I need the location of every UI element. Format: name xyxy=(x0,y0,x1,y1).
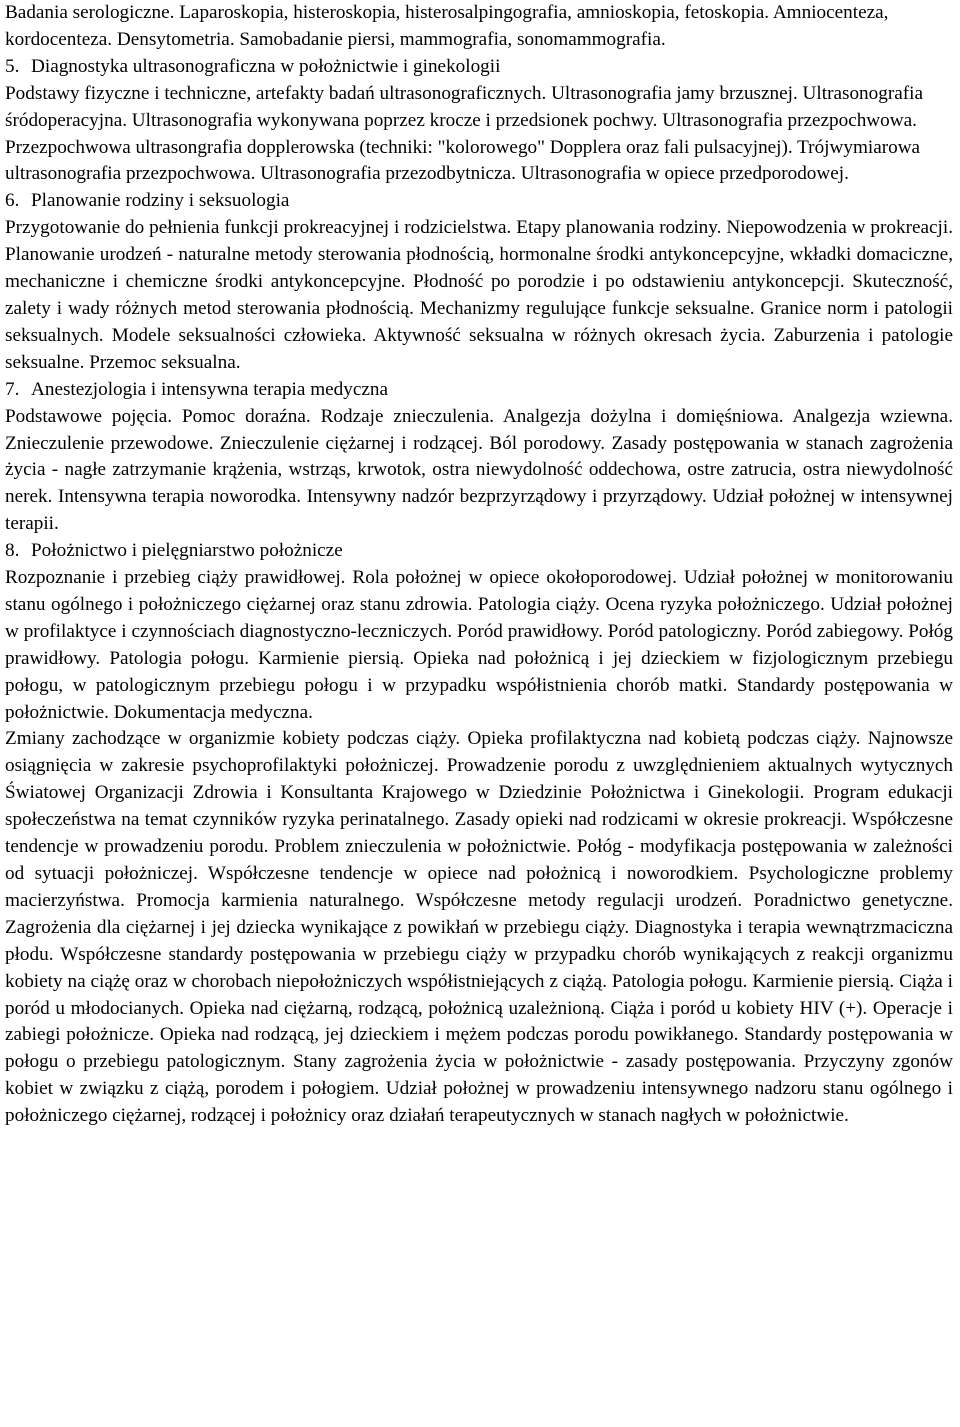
section-paragraph: Podstawowe pojęcia. Pomoc doraźna. Rodzaje znieczulenia. Analgezja dożylna i domięśniowa. Analgezja wziewna. Znieczulenie przewodowe. Znieczulenie ciężarnej i rodzącej. Ból porodowy. Zasady postępowania w stanach zagrożenia życia - nagłe zatrzymanie krążenia, wstrząs, krwotok, ostra niewydolność oddechowa, ostre zatrucia, ostra niewydolność nerek. Intensywna terapia noworodka. Intensywny nadzór bezprzyrządowy i przyrządowy. Udział położnej w intensywnej terapii. xyxy=(5,405,953,535)
section-heading xyxy=(5,377,953,404)
section-paragraph: Przygotowanie do pełnienia funkcji prokreacyjnej i rodzicielstwa. Etapy planowania rodziny. Niepowodzenia w prokreacji. Planowanie urodzeń - naturalne metody sterowania płodnością, hormonalne środki antykoncepcyjne, wkładki domaciczne, mechaniczne i chemiczne środki antykoncepcyjne. Płodność po porodzie i po odstawieniu antykoncepcji. Skuteczność, zalety i wady różnych metod sterowania płodnością. Mechanizmy regulujące funkcje seksualne. Granice norm i patologii seksualnych. Modele seksualności człowieka. Aktywność seksualna w różnych okresach życia. Zaburzenia i patologie seksualne. Przemoc seksualna. xyxy=(5,217,953,373)
section-number: 5. xyxy=(5,55,20,77)
section-title: Położnictwo i pielęgniarstwo położnicze xyxy=(31,540,343,562)
section-number: 7. xyxy=(5,378,20,400)
section-6 xyxy=(5,188,953,376)
section-8 xyxy=(5,538,953,1130)
document-page xyxy=(5,0,953,1130)
section-title: Planowanie rodziny i seksuologia xyxy=(31,190,290,212)
section-title: Anestezjologia i intensywna terapia medyczna xyxy=(31,378,388,400)
section-title: Diagnostyka ultrasonograficzna w położnictwie i ginekologii xyxy=(31,55,501,77)
section-heading xyxy=(5,54,953,81)
section-paragraph: Podstawy fizyczne i techniczne, artefakty badań ultrasonograficznych. Ultrasonografia jamy brzusznej. Ultrasonografia śródoperacyjna. Ultrasonografia wykonywana poprzez krocze i przedsionek pochwy. Ultrasonografia przezpochwowa. Przezpochwowa ultrasongrafia dopplerowska (techniki: "kolorowego" Dopplera oraz fali pulsacyjnej). Trójwymiarowa ultrasonografia przezpochwowa. Ultrasonografia przezodbytnicza. Ultrasonografia w opiece przedporodowej. xyxy=(5,82,923,185)
section-paragraph: Zmiany zachodzące w organizmie kobiety podczas ciąży. Opieka profilaktyczna nad kobietą podczas ciąży. Najnowsze osiągnięcia w zakresie psychoprofilaktyki położniczej. Prowadzenie porodu z uwzględnieniem aktualnych wytycznych Światowej Organizacji Zdrowia i Konsultanta Krajowego w Dziedzinie Położnictwa i Ginekologii. Program edukacji społeczeństwa na temat czynników ryzyka perinatalnego. Zasady opieki nad rodzicami w okresie prokreacji. Współczesne tendencje w prowadzeniu porodu. Problem znieczulenia w położnictwie. Połóg - modyfikacja postępowania w zależności od sytuacji położniczej. Współczesne tendencje w opiece nad położnicą i noworodkiem. Psychologiczne problemy macierzyństwa. Promocja karmienia naturalnego. Współczesne metody regulacji urodzeń. Poradnictwo genetyczne. Zagrożenia dla ciężarnej i jej dziecka wynikające z powikłań w przebiegu ciąży. Diagnostyka i terapia wewnątrzmaciczna płodu. Współczesne standardy postępowania w przebiegu ciąży w przypadku chorób wynikających z reakcji organizmu kobiety na ciążę oraz w chorobach niepołożniczych współistniejących z ciążą. Patologia połogu. Karmienie piersią. Ciąża i poród u młodocianych. Opieka nad ciężarną, rodzącą, położnicą uzależnioną. Ciąża i poród u kobiety HIV (+). Operacje i zabiegi położnicze. Opieka nad rodzącą, jej dzieckiem i mężem podczas porodu powikłanego. Standardy postępowania w połogu o przebiegu patologicznym. Stany zagrożenia życia w położnictwie - zasady postępowania. Przyczyny zgonów kobiet w związku z ciążą, porodem i połogiem. Udział położnej w prowadzeniu intensywnego nadzoru stanu ogólnego i położniczego ciężarnej, rodzącej i położnicy oraz działań terapeutycznych w stanach nagłych w położnictwie. xyxy=(5,728,953,1127)
section-7 xyxy=(5,377,953,538)
section-paragraph: Rozpoznanie i przebieg ciąży prawidłowej. Rola położnej w opiece okołoporodowej. Udział położnej w monitorowaniu stanu ogólnego i położniczego ciężarnej oraz stanu zdrowia. Patologia ciąży. Ocena ryzyka położniczego. Udział położnej w profilaktyce i czynnościach diagnostyczno-leczniczych. Poród prawidłowy. Poród patologiczny. Poród zabiegowy. Połóg prawidłowy. Patologia połogu. Karmienie piersią. Opieka nad położnicą i jej dzieckiem w fizjologicznym przebiegu połogu, w patologicznym przebiegu połogu i w przypadku współistnienia chorób matki. Standardy postępowania w położnictwie. Dokumentacja medyczna. xyxy=(5,567,953,723)
intro-paragraph: Badania serologiczne. Laparoskopia, histeroskopia, histerosalpingografia, amnioskopia, fetoskopia. Amniocenteza, kordocenteza. Densytometria. Samobadanie piersi, mammografia, sonomammografia. xyxy=(5,2,889,50)
section-heading xyxy=(5,188,953,215)
section-5 xyxy=(5,54,953,189)
section-number: 8. xyxy=(5,540,20,562)
section-heading xyxy=(5,538,953,565)
section-number: 6. xyxy=(5,190,20,212)
